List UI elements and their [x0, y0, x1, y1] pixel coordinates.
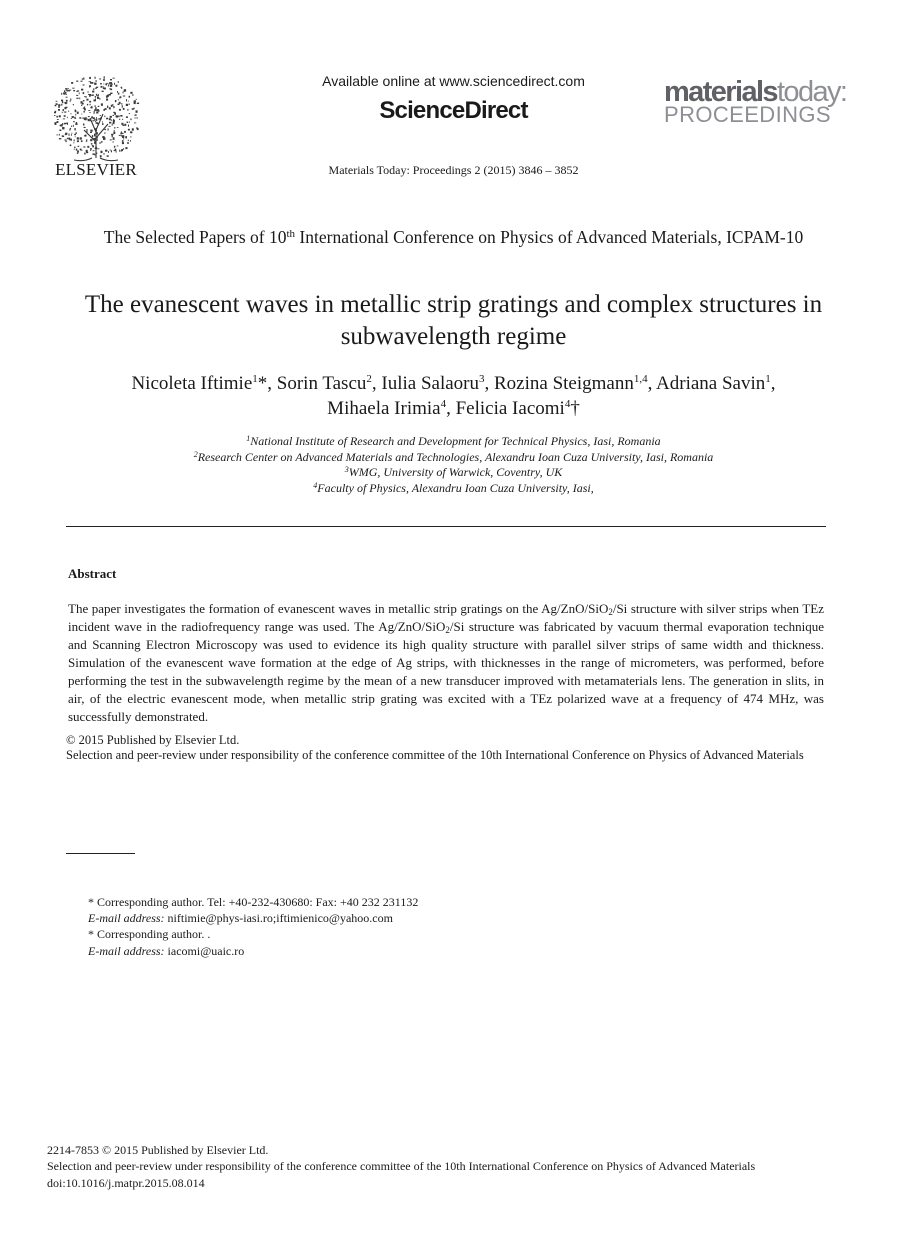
- abstract-text: The paper investigates the formation of evanescent waves in metallic strip gratings on the Ag/ZnO/SiO$_2$/Si structure with silver strips when TEz incident wave in the radiofrequency range was used. The Ag/ZnO/SiO$_2$/Si structure was fabricated by vacuum thermal evaporation technique and Scanning Electron Microscopy was used to evidence its high quality structure with parallel silver strips of same width and thickness. Simulation of the evanescent wave formation at the edge of Ag strips, with thicknesses in the range of micrometers, was performed, before performing the test in the subwavelength regime by the mean of a new transducer improved with metamaterials lens. The generation in slits, in air, of the electric evanescent mode, when metallic strip grating was excited with a TEz polarized wave at a frequency of 474 MHz, was successfully demonstrated.: [68, 601, 824, 724]
- copyright-block: [66, 733, 826, 763]
- paper-title: The evanescent waves in metallic strip gratings and complex structures in subwavelength regime: [84, 291, 823, 350]
- footnotes: [88, 894, 788, 959]
- header-divider: [66, 526, 826, 527]
- available-online-text: Available online at www.sciencedirect.com: [322, 73, 585, 89]
- footer-peer-review: Selection and peer-review under responsibility of the conference committee of the 10th International Conference on Physics of Advanced Materials: [47, 1159, 756, 1174]
- affiliation-line: $^2$Research Center on Advanced Materials and Technologies, Alexandru Ioan Cuza University, Iasi, Romania: [193, 449, 714, 464]
- author: Rozina Steigmann$^{1,4}$,: [494, 373, 657, 394]
- conference-line: The Selected Papers of 10th International Conference on Physics of Advanced Materials, ICPAM-10: [103, 227, 804, 247]
- page-footer: [47, 1142, 867, 1191]
- logo-word-today: today:: [776, 76, 847, 108]
- author: Felicia Iacomi$^4$†: [455, 398, 580, 419]
- logo-word-materials: materials: [664, 76, 777, 108]
- author: Adriana Savin$^1$,: [656, 373, 776, 394]
- footnote-line: * Corresponding author. Tel: +40-232-430680: Fax: +40 232 231132: [88, 895, 419, 909]
- doi-line: doi:10.1016/j.matpr.2015.08.014: [47, 1175, 205, 1190]
- copyright-line: © 2015 Published by Elsevier Ltd.: [66, 733, 240, 747]
- author: Mihaela Irimia$^4$,: [327, 398, 456, 419]
- materials-today-logo: [664, 77, 854, 125]
- author: Nicoleta Iftimie$^1$*,: [131, 373, 277, 394]
- author-list: [70, 371, 837, 421]
- affiliation-line: $^4$Faculty of Physics, Alexandru Ioan Cuza University, Iasi,: [313, 480, 594, 495]
- affiliation-line: $^1$National Institute of Research and Development for Technical Physics, Iasi, Romania: [246, 434, 661, 448]
- journal-citation: Materials Today: Proceedings 2 (2015) 3846 – 3852: [328, 163, 579, 177]
- footnote-line: E-mail address: iacomi@uaic.ro: [88, 943, 245, 958]
- abstract-heading: Abstract: [68, 566, 117, 581]
- peer-review-line: Selection and peer-review under responsibility of the conference committee of the 10th International Conference on Physics of Advanced Materials: [66, 748, 804, 762]
- footnote-line: E-mail address: niftimie@phys-iasi.ro;iftimienico@yahoo.com: [88, 911, 393, 926]
- footnote-divider: [66, 853, 135, 854]
- issn-line: 2214-7853 © 2015 Published by Elsevier Ltd.: [47, 1143, 269, 1157]
- logo-word-proceedings: PROCEEDINGS: [664, 102, 831, 127]
- affiliation-line: $^3$WMG, University of Warwick, Coventry, UK: [344, 465, 563, 479]
- publisher-name: ELSEVIER: [55, 160, 137, 179]
- sciencedirect-logo: ScienceDirect: [379, 97, 528, 124]
- author: Iulia Salaoru$^3$,: [381, 373, 494, 394]
- footnote-line: * Corresponding author. .: [88, 927, 211, 942]
- author: Sorin Tascu$^2$,: [276, 373, 382, 394]
- affiliations: [90, 434, 817, 496]
